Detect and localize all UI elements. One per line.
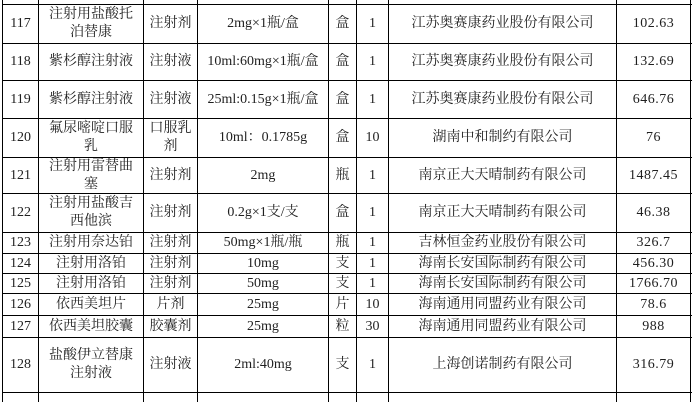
cell-spec: 25mg xyxy=(198,294,329,315)
cell-qty: 1 xyxy=(357,254,389,273)
cell-qty: 30 xyxy=(357,316,389,337)
cell-spec: 10ml:60mg×1瓶/盒 xyxy=(198,44,329,80)
cell-name: 注射用奈达铂 xyxy=(39,233,144,253)
cell-index: 120 xyxy=(2,119,39,157)
cell-name: 依西美坦片 xyxy=(39,294,144,315)
cell-index: 125 xyxy=(2,274,39,293)
cell-manufacturer: 海南通用同盟药业有限公司 xyxy=(389,294,617,315)
cell-qty: 1 xyxy=(357,338,389,392)
table-row xyxy=(2,254,692,274)
cell-qty: 1 xyxy=(357,158,389,193)
cell-spec: 10ml：0.1785g xyxy=(198,119,329,157)
cell-name: 紫杉醇注射液 xyxy=(39,81,144,118)
cell-form: 注射剂 xyxy=(144,233,198,253)
cell-form: 胶囊剂 xyxy=(144,316,198,337)
cell-unit: 支 xyxy=(329,274,357,293)
cell-price: 46.38 xyxy=(617,194,691,232)
cell-form: 注射剂 xyxy=(144,194,198,232)
table-row xyxy=(2,274,692,294)
table-row xyxy=(2,158,692,194)
partial-cell xyxy=(357,0,389,4)
cell-index: 117 xyxy=(2,5,39,43)
cell-qty: 1 xyxy=(357,44,389,80)
cell-price: 316.79 xyxy=(617,338,691,392)
cell-qty: 10 xyxy=(357,294,389,315)
cell-unit: 支 xyxy=(329,254,357,273)
cell-form: 口服乳剂 xyxy=(144,119,198,157)
cell-index: 123 xyxy=(2,233,39,253)
cell-qty: 1 xyxy=(357,5,389,43)
cell-price: 988 xyxy=(617,316,691,337)
table-row xyxy=(2,5,692,44)
cell-manufacturer: 湖南中和制约有限公司 xyxy=(389,119,617,157)
cell-spec: 25mg xyxy=(198,316,329,337)
cell-manufacturer: 海南长安国际制药有限公司 xyxy=(389,254,617,273)
cell-qty: 1 xyxy=(357,233,389,253)
cell-index: 118 xyxy=(2,44,39,80)
cell-qty: 1 xyxy=(357,81,389,118)
table-row xyxy=(2,44,692,81)
cell-manufacturer: 上海创诺制药有限公司 xyxy=(389,338,617,392)
partial-cell xyxy=(329,0,357,4)
cell-unit: 片 xyxy=(329,294,357,315)
table-row xyxy=(2,194,692,233)
cell-manufacturer: 江苏奥赛康药业股份有限公司 xyxy=(389,5,617,43)
cell-manufacturer: 江苏奥赛康药业股份有限公司 xyxy=(389,81,617,118)
cell-price: 132.69 xyxy=(617,44,691,80)
cell-index: 127 xyxy=(2,316,39,337)
cell-unit: 支 xyxy=(329,338,357,392)
partial-cell xyxy=(389,0,617,4)
cell-form: 注射剂 xyxy=(144,5,198,43)
cell-price: 78.6 xyxy=(617,294,691,315)
cell-name: 注射用盐酸吉西他滨 xyxy=(39,194,144,232)
cell-unit: 盒 xyxy=(329,81,357,118)
cell-manufacturer: 南京正大天晴制药有限公司 xyxy=(389,194,617,232)
table-row xyxy=(2,119,692,158)
cell-spec: 10mg xyxy=(198,254,329,273)
cell-spec: 50mg×1瓶/瓶 xyxy=(198,233,329,253)
cell-form: 注射剂 xyxy=(144,254,198,273)
cell-index: 119 xyxy=(2,81,39,118)
cell-index: 122 xyxy=(2,194,39,232)
cell-spec: 50mg xyxy=(198,274,329,293)
cell-price: 102.63 xyxy=(617,5,691,43)
cell-index: 124 xyxy=(2,254,39,273)
cell-index: 128 xyxy=(2,338,39,392)
cell-form: 注射剂 xyxy=(144,158,198,193)
cell-price: 1487.45 xyxy=(617,158,691,193)
cell-unit: 瓶 xyxy=(329,233,357,253)
cell-price: 646.76 xyxy=(617,81,691,118)
table-row xyxy=(2,316,692,338)
cell-manufacturer: 南京正大天晴制药有限公司 xyxy=(389,158,617,193)
cell-price: 1766.70 xyxy=(617,274,691,293)
cell-name: 注射用雷替曲塞 xyxy=(39,158,144,193)
cell-manufacturer: 吉林恒金药业股份有限公司 xyxy=(389,233,617,253)
cell-name: 注射用盐酸托泊替康 xyxy=(39,5,144,43)
cell-index: 121 xyxy=(2,158,39,193)
table-body xyxy=(2,5,692,393)
table-row xyxy=(2,81,692,119)
partial-cell xyxy=(39,0,144,4)
cell-form: 注射剂 xyxy=(144,274,198,293)
cell-form: 片剂 xyxy=(144,294,198,315)
cell-spec: 2ml:40mg xyxy=(198,338,329,392)
cell-spec: 2mg xyxy=(198,158,329,193)
cell-index: 126 xyxy=(2,294,39,315)
cell-form: 注射液 xyxy=(144,338,198,392)
cell-manufacturer: 海南长安国际制药有限公司 xyxy=(389,274,617,293)
cell-manufacturer: 海南通用同盟药业有限公司 xyxy=(389,316,617,337)
cell-name: 注射用洛铂 xyxy=(39,274,144,293)
cell-form: 注射液 xyxy=(144,44,198,80)
cell-name: 依西美坦胶囊 xyxy=(39,316,144,337)
cell-spec: 2mg×1瓶/盒 xyxy=(198,5,329,43)
partial-cell xyxy=(144,0,198,4)
table-row xyxy=(2,338,692,393)
cell-unit: 盒 xyxy=(329,194,357,232)
cell-unit: 盒 xyxy=(329,119,357,157)
cell-qty: 1 xyxy=(357,194,389,232)
drug-price-table xyxy=(2,0,692,402)
partial-cell xyxy=(198,0,329,4)
cell-unit: 盒 xyxy=(329,5,357,43)
cell-unit: 盒 xyxy=(329,44,357,80)
table-row xyxy=(2,294,692,316)
cell-spec: 25ml:0.15g×1瓶/盒 xyxy=(198,81,329,118)
cell-qty: 10 xyxy=(357,119,389,157)
cell-qty: 1 xyxy=(357,274,389,293)
cell-price: 326.7 xyxy=(617,233,691,253)
partial-cell xyxy=(617,0,691,4)
cell-spec: 0.2g×1支/支 xyxy=(198,194,329,232)
cell-price: 76 xyxy=(617,119,691,157)
cell-price: 456.30 xyxy=(617,254,691,273)
cell-unit: 粒 xyxy=(329,316,357,337)
table-row xyxy=(2,233,692,254)
cell-name: 盐酸伊立替康注射液 xyxy=(39,338,144,392)
cell-manufacturer: 江苏奥赛康药业股份有限公司 xyxy=(389,44,617,80)
cell-form: 注射液 xyxy=(144,81,198,118)
partial-cell xyxy=(2,0,39,4)
cell-name: 紫杉醇注射液 xyxy=(39,44,144,80)
cell-name: 注射用洛铂 xyxy=(39,254,144,273)
cell-unit: 瓶 xyxy=(329,158,357,193)
cell-name: 氟尿嘧啶口服乳 xyxy=(39,119,144,157)
